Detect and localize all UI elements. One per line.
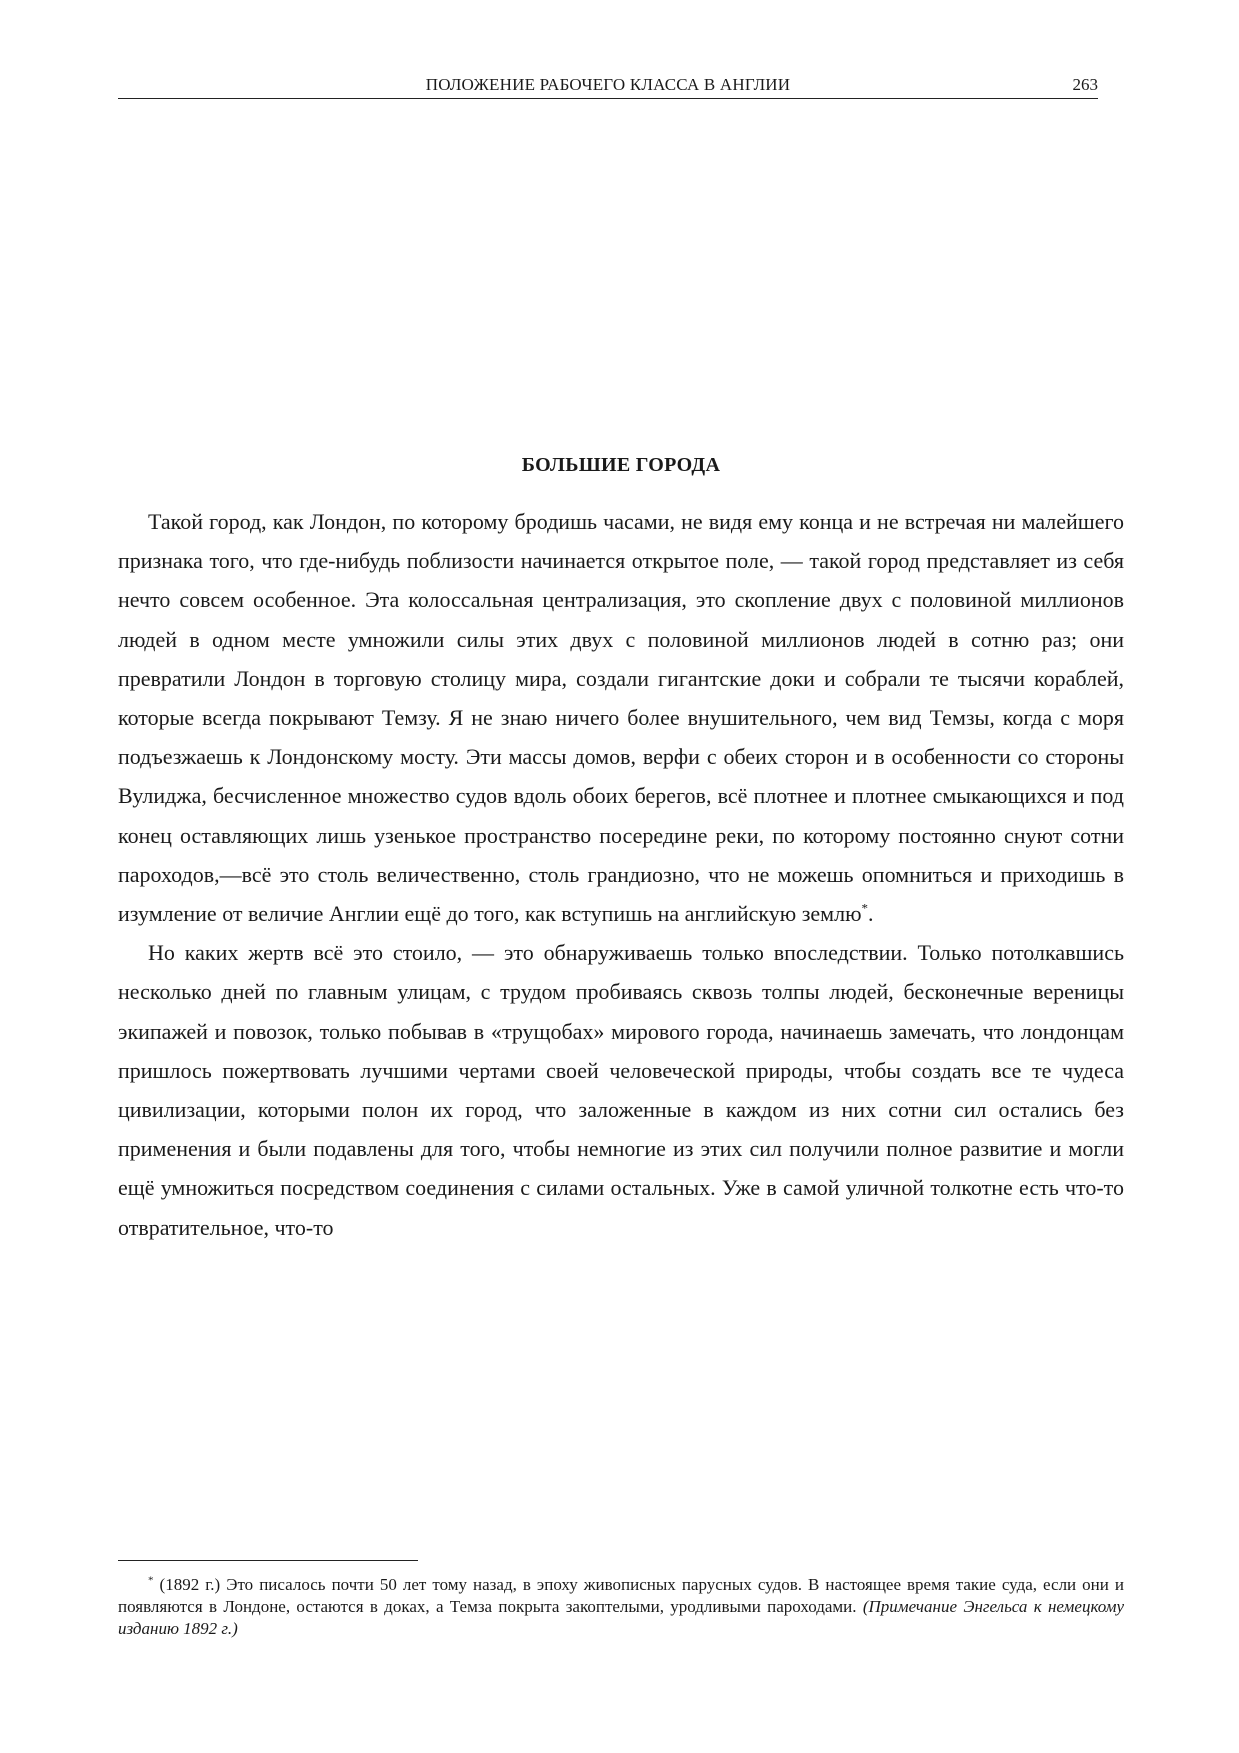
- paragraph-text: Такой город, как Лондон, по которому бродишь часами, не видя ему конца и не встречая ни малейшего признака того, что где-нибудь поблизости начинается открытое поле, — такой город представляет из себя нечто совсем особенное. Эта колоссальная централизация, это скопление двух с половиной миллионов людей в одном месте умножили силы этих двух с половиной миллионов людей в сотню раз; они превратили Лондон в торговую столицу мира, создали гигантские доки и собрали те тысячи кораблей, которые всегда покрывают Темзу. Я не знаю ничего более внушительного, чем вид Темзы, когда с моря подъезжаешь к Лондонскому мосту. Эти массы домов, верфи с обеих сторон и в особенности со стороны Вулиджа, бесчисленное множество судов вдоль обоих берегов, всё плотнее и плотнее смыкающихся и под конец оставляющих лишь узенькое пространство посередине реки, по которому постоянно снуют сотни пароходов,—всё это столь величественно, столь грандиозно, что не можешь опомниться и приходишь в изумление от величие Англии ещё до того, как вступишь на английскую землю: [118, 509, 1124, 927]
- footnote-text: (1892 г.) Это писалось почти 50 лет тому назад, в эпоху живописных парусных судов. В настоящее время такие суда, если они и появляются в Лондоне, остаются в доках, а Темза покрыта закоптелыми, уродливыми пароходами.: [118, 1575, 1125, 1616]
- paragraph-end: .: [868, 901, 874, 927]
- paragraph: [118, 502, 1124, 933]
- running-title: ПОЛОЖЕНИЕ РАБОЧЕГО КЛАССА В АНГЛИИ: [425, 75, 791, 94]
- running-header: [118, 72, 1098, 99]
- footnote-reference[interactable]: *: [861, 900, 868, 916]
- footnote-divider: [118, 1560, 418, 1561]
- chapter-heading: БОЛЬШИЕ ГОРОДА: [521, 454, 721, 476]
- body-text: [118, 502, 1124, 1247]
- paragraph-text: Но каких жертв всё это стоило, — это обнаруживаешь только впоследствии. Только потолкавшись несколько дней по главным улицам, с трудом пробиваясь сквозь толпы людей, бесконечные вереницы экипажей и повозок, только побывав в «трущобах» мирового города, начинаешь замечать, что лондонцам пришлось пожертвовать лучшими чертами своей человеческой природы, чтобы создать все те чудеса цивилизации, которыми полон их город, что заложенные в каждом из них сотни сил остались без применения и были подавлены для того, чтобы немногие из этих сил получили полное развитие и могли ещё умножиться посредством соединения с силами остальных. Уже в самой уличной толкотне есть что-то отвратительное, что-то: [118, 940, 1124, 1240]
- page-number: 263: [1072, 75, 1098, 94]
- footnote-editor-note: (Примечание Энгельса к немецкому изданию 1892 г.): [118, 1597, 1125, 1638]
- footnote: [118, 1574, 1124, 1640]
- footnote-marker: *: [148, 1574, 154, 1587]
- paragraph: [118, 933, 1124, 1247]
